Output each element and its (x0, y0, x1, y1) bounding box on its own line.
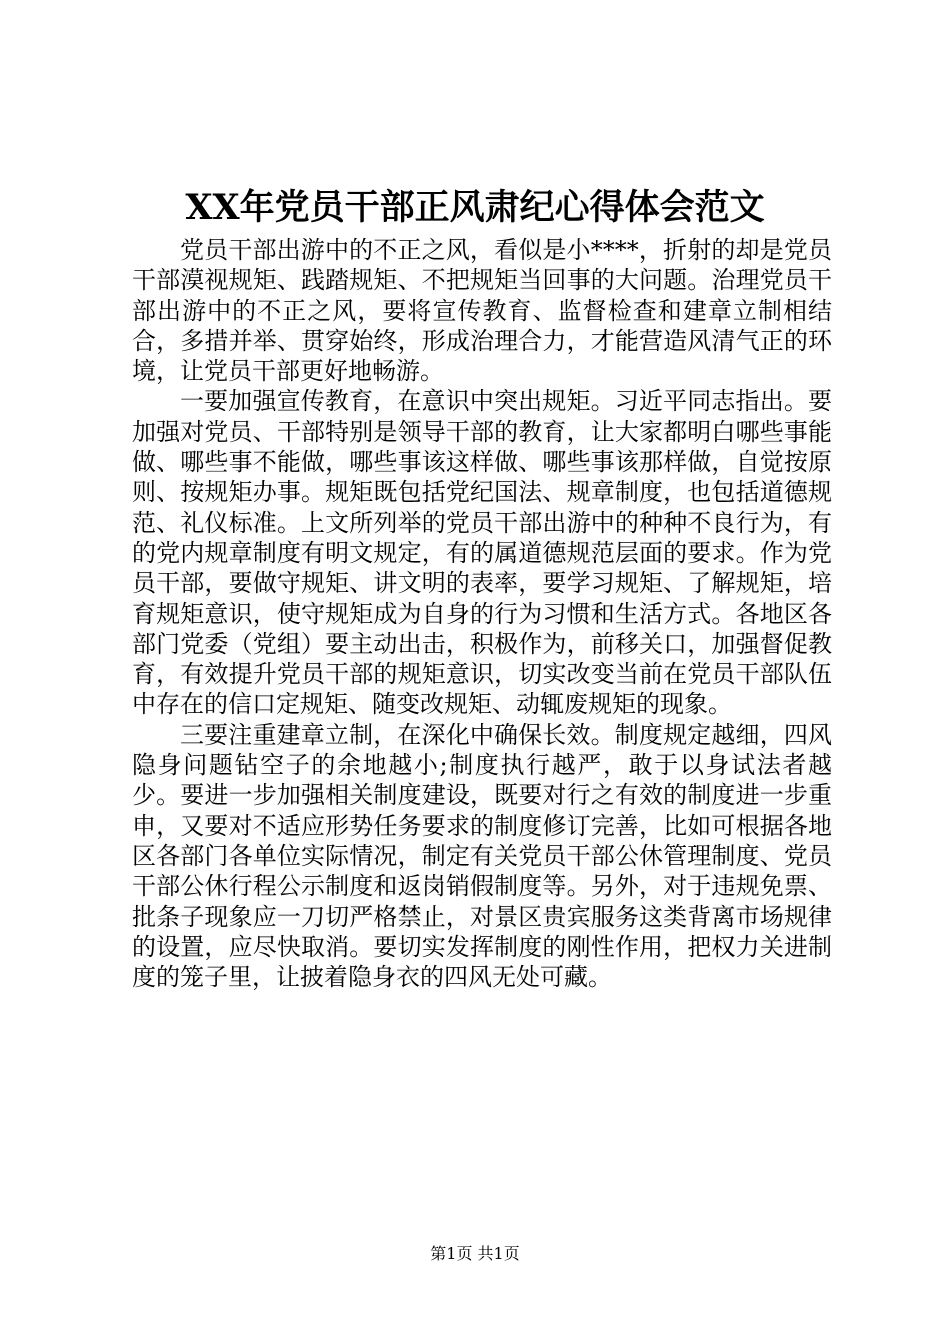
document-body (132, 235, 832, 992)
paragraph-institution: 三要注重建章立制，在深化中确保长效。制度规定越细，四风隐身问题钻空子的余地越小;制度执行越严，敢于以身试法者越少。要进一步加强相关制度建设，既要对行之有效的制度进一步重申，又要对不适应形势任务要求的制度修订完善，比如可根据各地区各部门各单位实际情况，制定有关党员干部公休管理制度、党员干部公休行程公示制度和返岗销假制度等。另外，对于违规免票、批条子现象应一刀切严格禁止，对景区贵宾服务这类背离市场规律的设置，应尽快取消。要切实发挥制度的刚性作用，把权力关进制度的笼子里，让披着隐身衣的四风无处可藏。 (132, 720, 832, 992)
paragraph-intro: 党员干部出游中的不正之风，看似是小****，折射的却是党员干部漠视规矩、践踏规矩、不把规矩当回事的大问题。治理党员干部出游中的不正之风，要将宣传教育、监督检查和建章立制相结合，多措并举、贯穿始终，形成治理合力，才能营造风清气正的环境，让党员干部更好地畅游。 (132, 236, 832, 386)
document-title: XX年党员干部正风肃纪心得体会范文 (185, 187, 765, 228)
paragraph-education: 一要加强宣传教育，在意识中突出规矩。习近平同志指出。要加强对党员、干部特别是领导干部的教育，让大家都明白哪些事能做、哪些事不能做，哪些事该这样做、哪些事该那样做，自觉按原则、按规矩办事。规矩既包括党纪国法、规章制度，也包括道德规范、礼仪标准。上文所列举的党员干部出游中的种种不良行为，有的党内规章制度有明文规定，有的属道德规范层面的要求。作为党员干部，要做守规矩、讲文明的表率，要学习规矩、了解规矩，培育规矩意识，使守规矩成为自身的行为习惯和生活方式。各地区各部门党委（党组）要主动出击，积极作为，前移关口，加强督促教育，有效提升党员干部的规矩意识，切实改变当前在党员干部队伍中存在的信口定规矩、随变改规矩、动辄废规矩的现象。 (132, 387, 832, 719)
page-footer: 第1页 共1页 (430, 1244, 520, 1263)
